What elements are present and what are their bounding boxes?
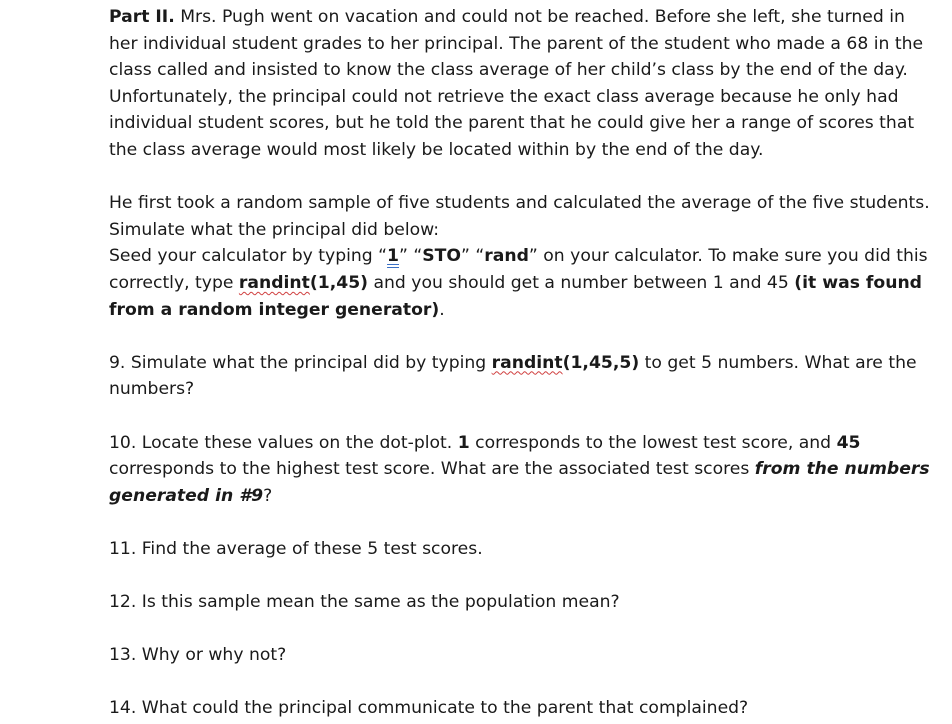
seed-key-sto: STO (422, 246, 462, 267)
seed-key-1: 1 (387, 246, 400, 267)
check-instruction-2: from a random integer generator). (109, 299, 445, 320)
check-command: randint(1,45) (238, 272, 369, 293)
question-12: 12. Is this sample mean the same as the population mean? (109, 592, 620, 613)
question-11: 11. Find the average of these 5 test scores. (109, 538, 483, 559)
part2-line-1: Part II. Mrs. Pugh went on vacation and could not be reached. Before she left, she turned in (109, 7, 905, 27)
part2-heading: Part II. (109, 7, 175, 27)
spacer (109, 164, 949, 191)
spacer (109, 616, 949, 643)
spacer (109, 403, 949, 430)
document-body (109, 4, 949, 722)
spacer (109, 323, 949, 350)
spacer (109, 509, 949, 536)
part2-line-4: Unfortunately, the principal could not retrieve the exact class average because he only had (109, 86, 899, 107)
part2-line-3: class called and insisted to know the class average of her child’s class by the end of the day. (109, 60, 908, 81)
check-instruction: correctly, type randint(1,45) and you should get a number between 1 and 45 (it was found (109, 272, 922, 293)
part2-line-2: her individual student grades to her principal. The parent of the student who made a 68 in the (109, 33, 924, 54)
part2-line-5: individual student scores, but he told the parent that he could give her a range of scores that (109, 113, 915, 134)
intro-line-1: He first took a random sample of five students and calculated the average of the five students. (109, 193, 930, 214)
spacer (109, 669, 949, 696)
part2-paragraph (109, 4, 949, 164)
seed-instruction: Seed your calculator by typing “1” “STO” “rand” on your calculator. To make sure you did this (109, 246, 928, 267)
question-9: 9. Simulate what the principal did by typing randint(1,45,5) to get 5 numbers. What are the numbers? (109, 352, 917, 400)
question-14: 14. What could the principal communicate to the parent that complained? (109, 698, 749, 719)
question-13: 13. Why or why not? (109, 645, 287, 666)
intro-paragraph (109, 190, 949, 323)
q9-command: randint(1,45,5) (491, 352, 640, 373)
part2-line-6: the class average would most likely be located within by the end of the day. (109, 139, 764, 160)
spacer (109, 562, 949, 589)
question-10: 10. Locate these values on the dot-plot. 1 corresponds to the lowest test score, and 45 corresponds to the highest test score. What are the associated test scores from the numbers generated in #9? (109, 432, 930, 506)
seed-key-rand: rand (484, 246, 529, 267)
intro-line-2: Simulate what the principal did below: (109, 219, 440, 240)
